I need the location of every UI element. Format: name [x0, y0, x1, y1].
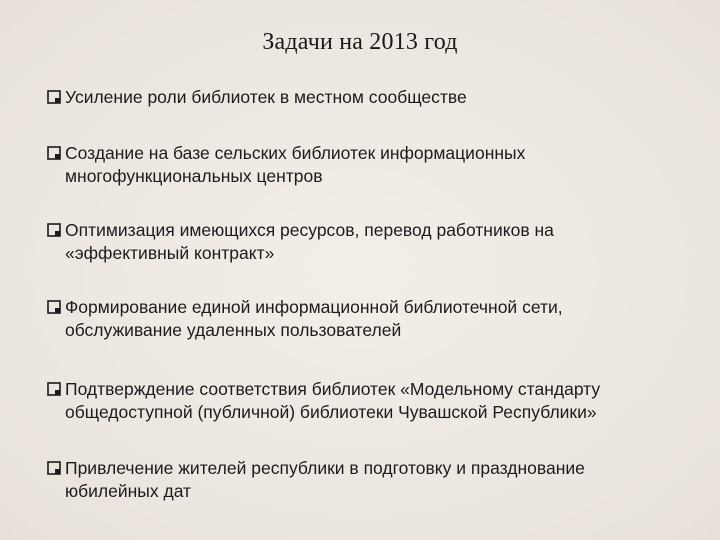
list-item-line: Создание на базе сельских библиотек информационных	[65, 143, 526, 163]
list-item-line: многофункциональных центров	[65, 166, 323, 186]
list-item	[47, 219, 697, 265]
list-item-line: Формирование единой информационной библиотечной сети,	[65, 297, 563, 317]
list-item-line: обслуживание удаленных пользователей	[65, 320, 402, 340]
list-item	[47, 86, 697, 109]
list-item-line: Усиление роли библиотек в местном сообществе	[65, 87, 467, 107]
list-item	[47, 142, 697, 188]
checkbox-bullet-icon	[47, 90, 61, 104]
list-item	[47, 378, 697, 424]
list-item-line: Подтверждение соответствия библиотек «Модельному стандарту	[65, 379, 601, 399]
list-item-line: Привлечение жителей республики в подготовку и празднование	[65, 458, 585, 478]
checkbox-bullet-icon	[47, 300, 61, 314]
list-item	[47, 296, 697, 342]
checkbox-bullet-icon	[47, 382, 61, 396]
list-item-line: Оптимизация имеющихся ресурсов, перевод работников на	[65, 220, 554, 240]
checkbox-bullet-icon	[47, 461, 61, 475]
slide-title: Задачи на 2013 год	[262, 29, 458, 55]
list-item-line: юбилейных дат	[65, 481, 192, 501]
list-item-line: «эффективный контракт»	[65, 243, 275, 263]
list-item	[47, 457, 697, 503]
checkbox-bullet-icon	[47, 223, 61, 237]
list-item-line: общедоступной (публичной) библиотеки Чувашской Республики»	[65, 402, 597, 422]
checkbox-bullet-icon	[47, 146, 61, 160]
